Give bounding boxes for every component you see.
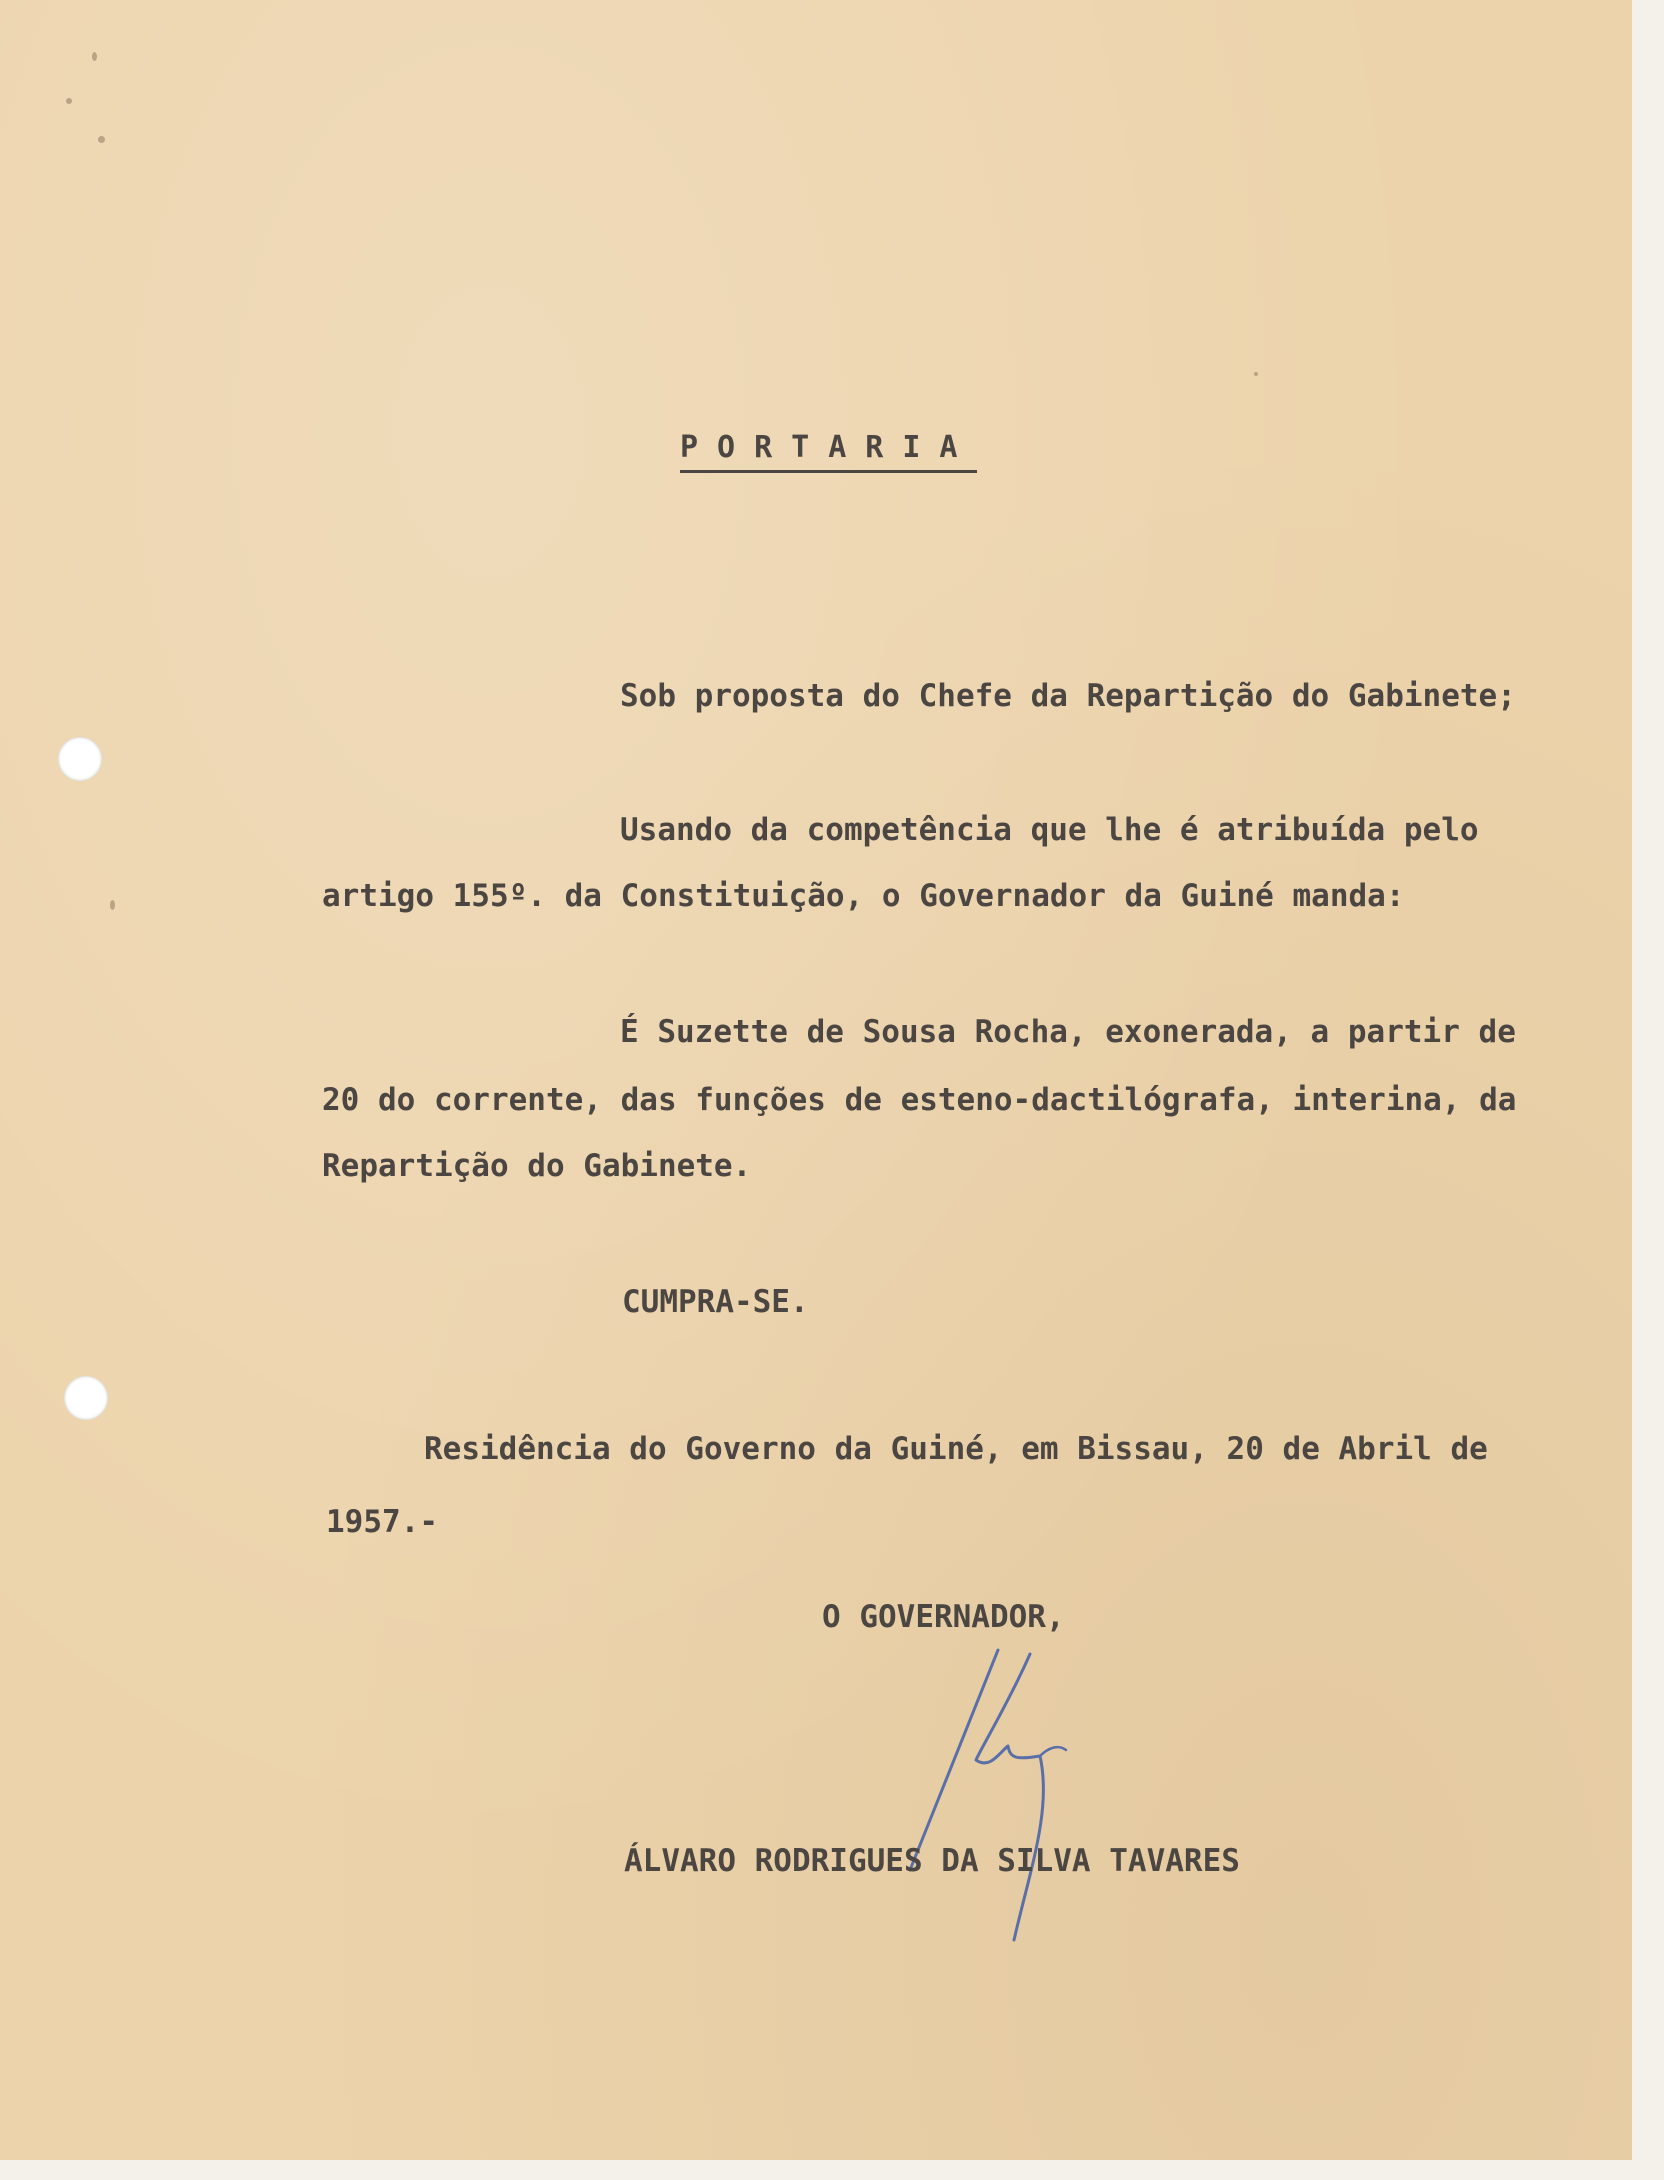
- signatory-title: O GOVERNADOR,: [822, 1599, 1065, 1635]
- paper-speck: [1254, 372, 1258, 376]
- paragraph-competence-line-1: Usando da competência que lhe é atribuída pelo: [620, 812, 1479, 848]
- paragraph-competence-line-2: artigo 155º. da Constituição, o Governador da Guiné manda:: [322, 878, 1405, 914]
- paragraph-decision-line-3: Repartição do Gabinete.: [322, 1148, 752, 1184]
- signatory-name: ÁLVARO RODRIGUES DA SILVA TAVARES: [624, 1843, 1240, 1879]
- paper-speck: [110, 900, 115, 910]
- paper-speck: [92, 52, 97, 61]
- place-date-line-1: Residência do Governo da Guiné, em Bissau, 20 de Abril de: [424, 1431, 1488, 1467]
- punch-hole-bottom: [64, 1376, 108, 1420]
- paragraph-proposal: Sob proposta do Chefe da Repartição do Gabinete;: [620, 678, 1516, 714]
- paper-speck: [66, 98, 72, 104]
- order-cumpra-se: CUMPRA-SE.: [622, 1284, 809, 1320]
- paper-speck: [98, 136, 105, 143]
- handwritten-signature: [880, 1640, 1100, 1960]
- document-title: PORTARIA: [680, 432, 977, 473]
- paragraph-decision-line-1: É Suzette de Sousa Rocha, exonerada, a partir de: [620, 1014, 1516, 1050]
- paragraph-decision-line-2: 20 do corrente, das funções de esteno-dactilógrafa, interina, da: [322, 1082, 1517, 1118]
- punch-hole-top: [58, 737, 102, 781]
- place-date-line-2: 1957.-: [326, 1504, 438, 1540]
